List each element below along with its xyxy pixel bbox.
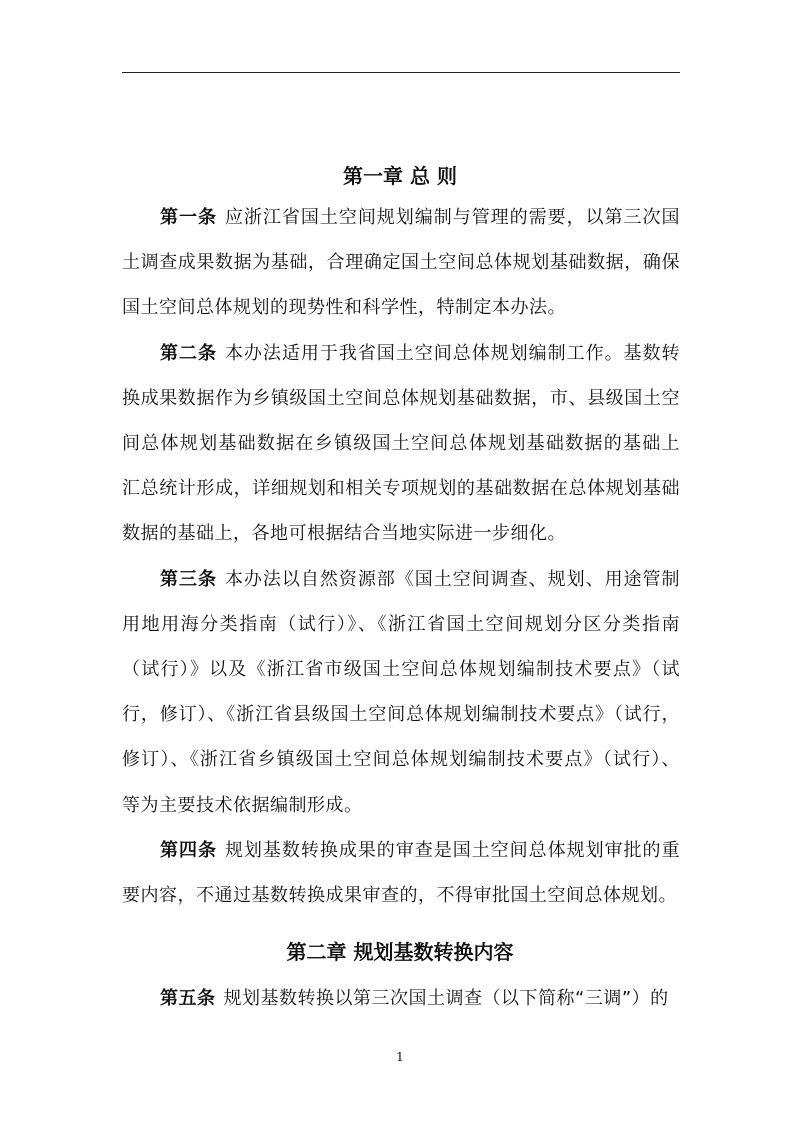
article-text: 土调查成果数据为基础，合理确定国土空间总体规划基础数据，确保 [122,252,680,274]
article-label: 第二条 [160,342,217,364]
article-text: 间总体规划基础数据在乡镇级国土空间总体规划基础数据的基础上 [122,433,680,454]
article-label: 第一条 [160,207,217,228]
article-first-line [160,987,680,1011]
article-text: 用地用海分类指南（试行）》、《浙江省国土空间规划分区分类指南 [122,613,680,635]
article-text: （试行）》以及《浙江省市级国土空间总体规划编制技术要点》（试 [122,659,680,680]
article-text: 汇总统计形成，详细规划和相关专项规划的基础数据在总体规划基础 [122,478,680,500]
article-line [122,296,680,320]
article-first-line [160,568,680,592]
article-text: 修订）、《浙江省乡镇级国土空间总体规划编制技术要点》（试行）、 [122,749,680,771]
article-text: 本办法以自然资源部《国土空间调查、规划、用途管制 [224,568,681,590]
article-line [122,477,680,501]
article-first-line [160,342,680,366]
article-label: 第四条 [160,839,217,861]
article-line [122,703,680,727]
article-text: 行，修订）、《浙江省县级国土空间总体规划编制技术要点》（试行， [122,704,680,726]
article-text: 换成果数据作为乡镇级国土空间总体规划基础数据，市、县级国土空 [122,387,680,409]
article-text: 等为主要技术依据编制形成。 [122,794,363,816]
chapter-2-heading: 第二章 规划基数转换内容 [286,940,514,964]
article-line [122,432,680,456]
article-text: 规划基数转换以第三次国土调查（以下简称“三调”）的 [223,988,669,1009]
article-text: 本办法适用于我省国土空间总体规划编制工作。基数转 [224,342,681,364]
article-first-line [160,839,680,863]
article-label: 第三条 [160,568,217,590]
header-rule [122,72,680,73]
article-line [122,613,680,637]
article-line [122,794,680,818]
article-text: 要内容，不通过基数转换成果审查的，不得审批国土空间总体规划。 [122,885,677,906]
article-line [122,748,680,772]
chapter-1-heading: 第一章 总 则 [343,164,457,188]
page-number: 1 [396,1050,404,1064]
article-line [122,522,680,546]
article-text: 国土空间总体规划的现势性和科学性，特制定本办法。 [122,297,566,319]
article-label: 第五条 [160,988,216,1009]
article-text: 规划基数转换成果的审查是国土空间总体规划审批的重 [224,839,681,861]
article-first-line [160,206,680,230]
article-line [122,251,680,275]
article-line [122,658,680,682]
article-line [122,884,680,908]
article-text: 数据的基础上，各地可根据结合当地实际进一步细化。 [122,523,566,545]
article-line [122,387,680,411]
article-text: 应浙江省国土空间规划编制与管理的需要，以第三次国 [224,207,681,228]
